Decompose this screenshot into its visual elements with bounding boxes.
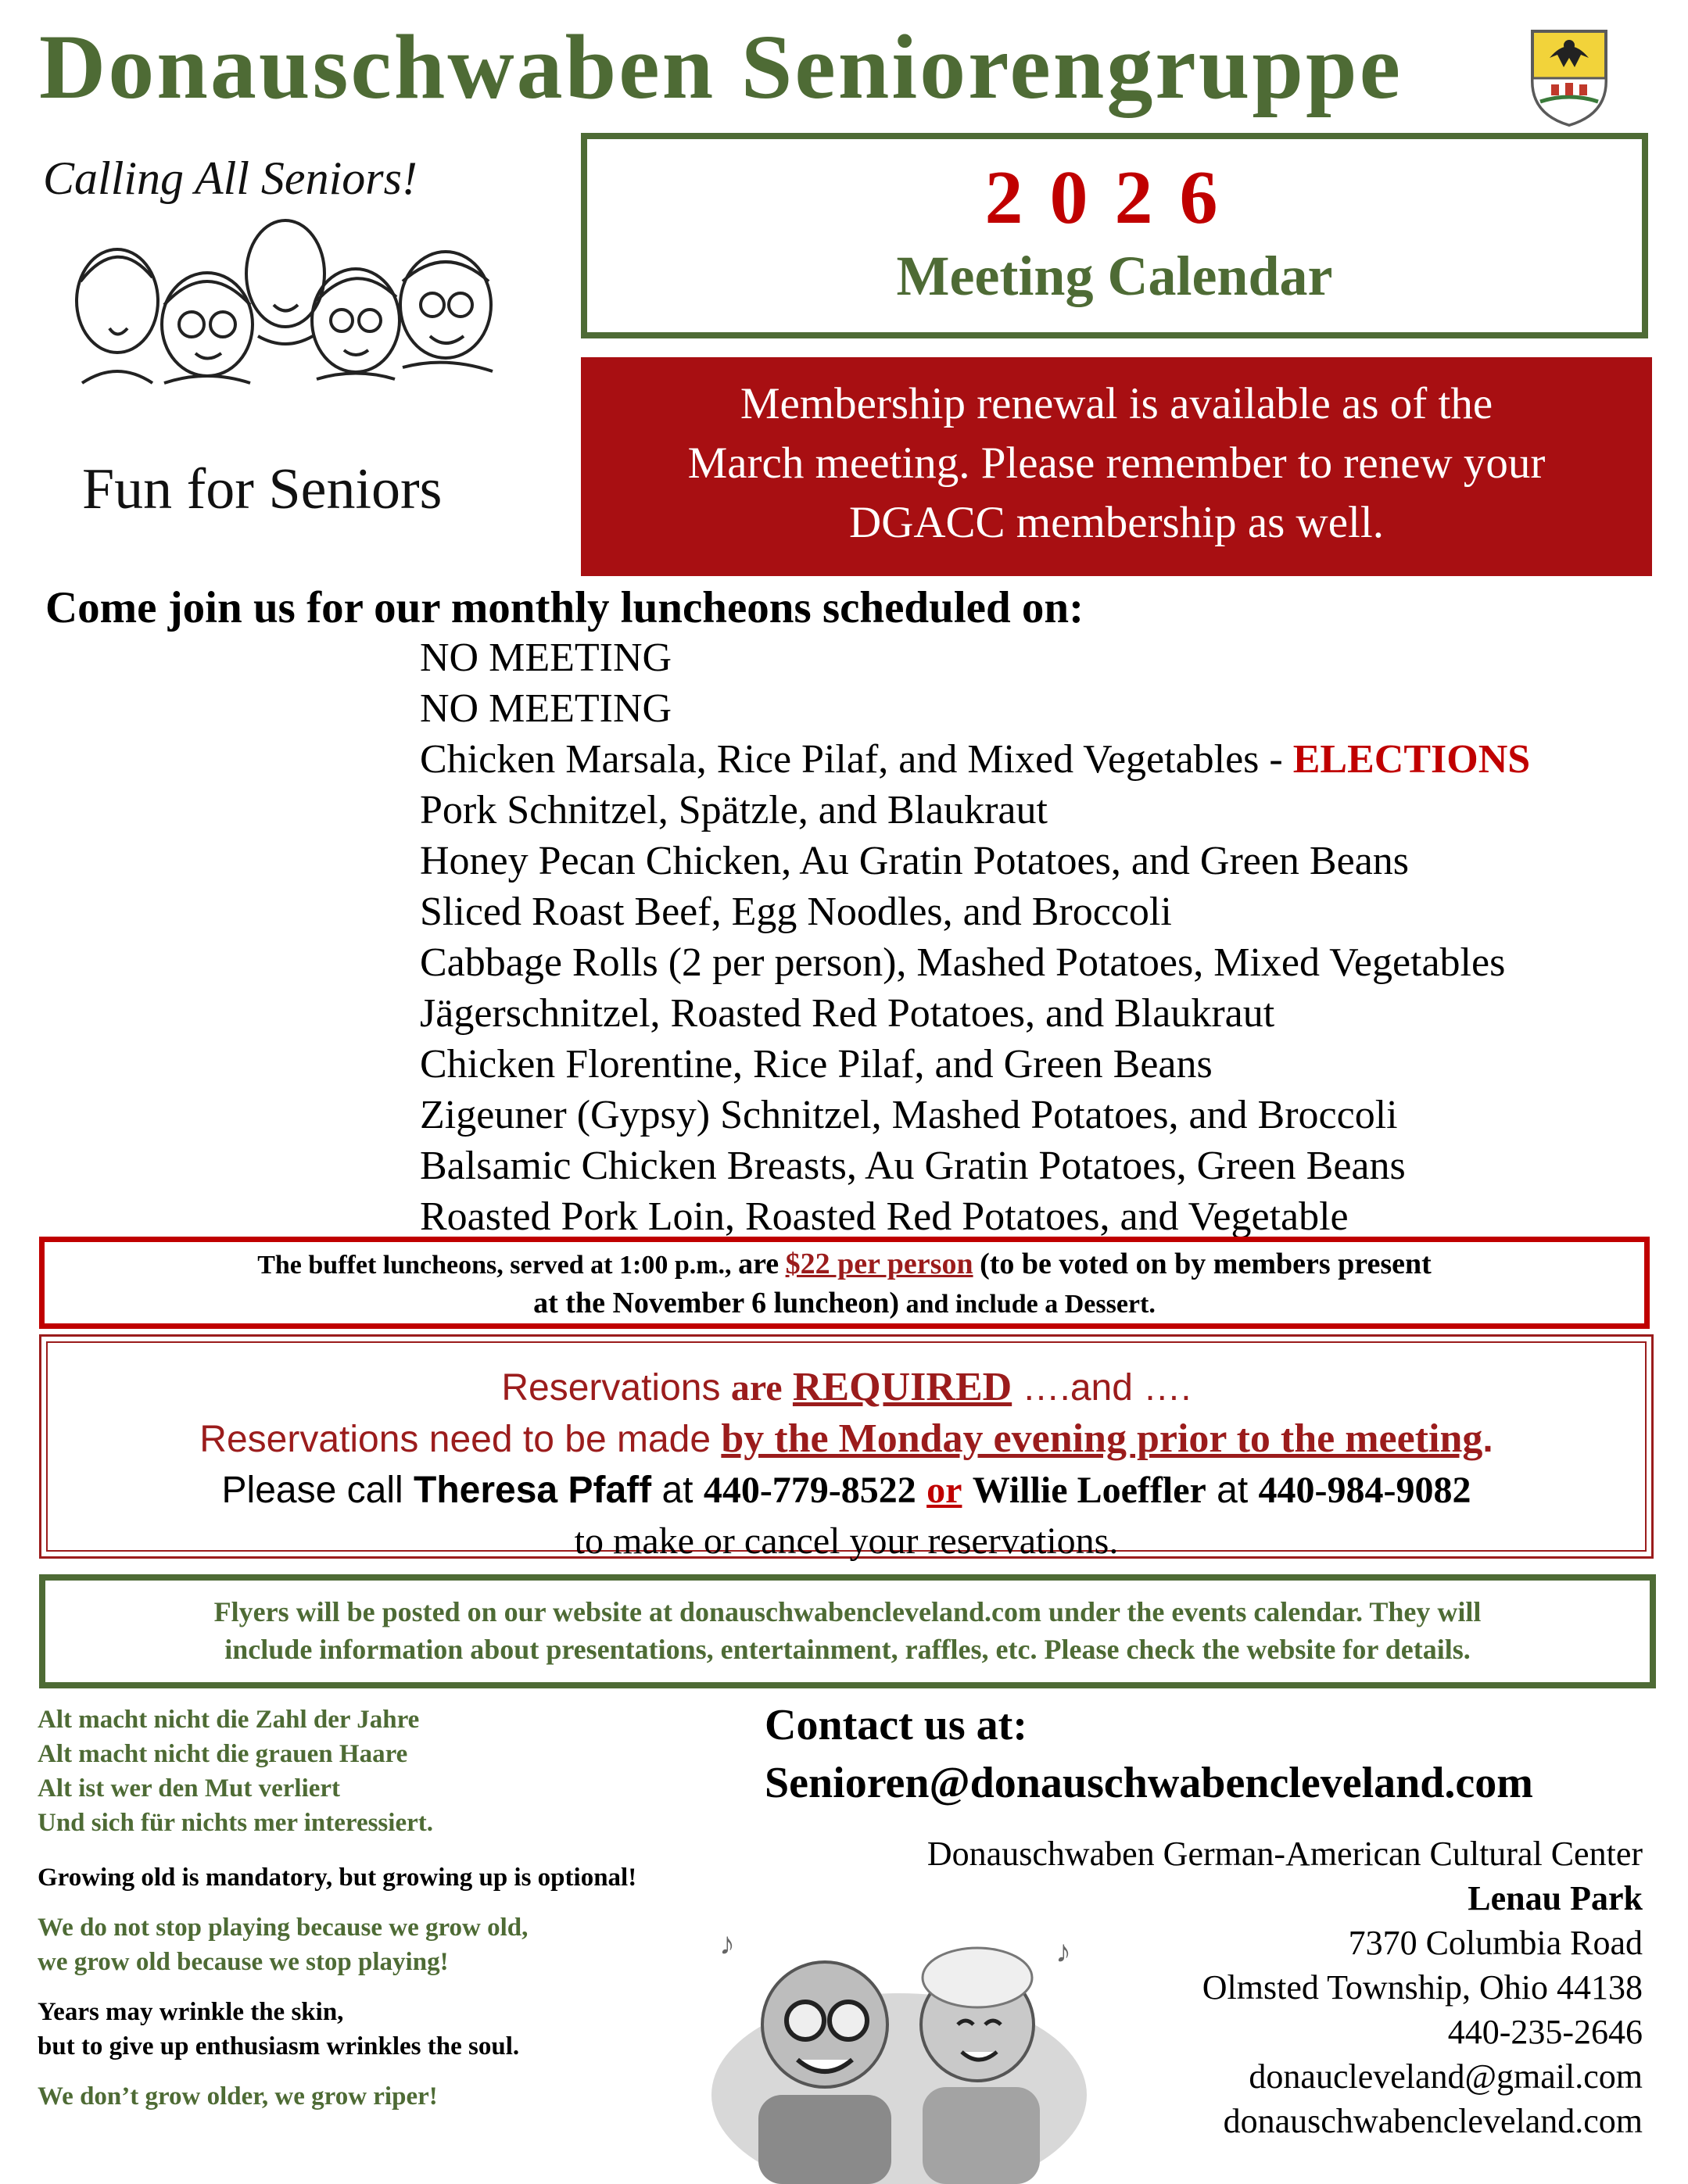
city-address: Olmsted Township, Ohio 44138: [1202, 1968, 1643, 2007]
org-name: Donauschwaben German-American Cultural Center: [926, 1835, 1643, 1873]
address-block: [783, 1831, 1643, 2143]
buffet-price: $22 per person: [785, 1248, 973, 1280]
schedule-menu: Chicken Florentine, Rice Pilaf, and Green Beans: [420, 1042, 1213, 1087]
membership-renewal-notice: [581, 357, 1652, 576]
org-email-link[interactable]: donaucleveland@gmail.com: [1249, 2057, 1643, 2096]
contact-name: Willie Loeffler: [972, 1470, 1206, 1511]
svg-text:♪: ♪: [719, 1926, 735, 1961]
reservations-deadline: by the Monday evening prior to the meeting: [721, 1416, 1483, 1461]
calendar-subtitle: Meeting Calendar: [896, 245, 1333, 307]
flyers-notice: [39, 1574, 1656, 1688]
poem-line: Und sich für nichts mer interessiert.: [38, 1809, 433, 1837]
contact-label: Contact us at:: [765, 1701, 1027, 1749]
reservations-text: Reservations need to be made: [199, 1419, 722, 1460]
luncheon-intro: Come join us for our monthly luncheons scheduled on:: [45, 583, 1084, 632]
schedule-menu: Jägerschnitzel, Roasted Red Potatoes, and Blaukraut: [420, 991, 1275, 1036]
reservations-required: REQUIRED: [792, 1365, 1012, 1409]
quote: We don’t grow older, we grow riper!: [38, 2082, 438, 2111]
reservations-notice: [39, 1334, 1654, 1562]
contact-name: Theresa Pfaff: [414, 1470, 652, 1511]
buffet-text: and include a Dessert.: [905, 1290, 1156, 1319]
contact-phone: 440-984-9082: [1258, 1470, 1471, 1511]
reservations-text: at: [651, 1470, 704, 1511]
contact-phone: 440-779-8522: [703, 1470, 916, 1511]
poem-line: Alt macht nicht die Zahl der Jahre: [38, 1706, 420, 1734]
reservations-text: at: [1206, 1470, 1259, 1511]
quote-line: Years may wrinkle the skin,: [38, 1998, 344, 2026]
art-top-caption: Calling All Seniors!: [43, 152, 418, 204]
renewal-line: DGACC membership as well.: [849, 498, 1384, 547]
schedule-menu: Zigeuner (Gypsy) Schnitzel, Mashed Potatoes, and Broccoli: [420, 1093, 1398, 1137]
buffet-text: are: [738, 1248, 779, 1280]
renewal-line: March meeting. Please remember to renew your: [687, 439, 1546, 488]
flyers-line: Flyers will be posted on our website at donauschwabencleveland.com under the events calendar. They will: [213, 1596, 1482, 1627]
reservations-or: or: [926, 1470, 962, 1511]
quote: [38, 1995, 757, 2064]
reservations-line-3: [48, 1465, 1645, 1516]
poem-line: Alt macht nicht die grauen Haare: [38, 1740, 408, 1768]
schedule-menu: Sliced Roast Beef, Egg Noodles, and Broccoli: [420, 890, 1172, 934]
reservations-text: ….and ….: [1012, 1367, 1192, 1409]
buffet-pricing-notice: [39, 1237, 1650, 1329]
reservations-line-1: [48, 1362, 1645, 1413]
calendar-year: 2026: [984, 156, 1245, 240]
reservations-text: .: [1482, 1419, 1493, 1460]
buffet-text: The buffet luncheons, served at 1:00 p.m.,: [257, 1251, 739, 1280]
schedule-menu: NO MEETING: [420, 686, 672, 731]
org-phone: 440-235-2646: [1447, 2013, 1643, 2051]
contact-email-link[interactable]: Senioren@donauschwabencleveland.com: [765, 1759, 1533, 1807]
reservations-line-4: to make or cancel your reservations.: [574, 1520, 1119, 1562]
schedule-menu: Balsamic Chicken Breasts, Au Gratin Potatoes, Green Beans: [420, 1144, 1406, 1188]
schedule-menu-with-note: [420, 736, 1530, 782]
art-bottom-caption: Fun for Seniors: [82, 457, 443, 521]
quote-line: but to give up enthusiasm wrinkles the soul.: [38, 2032, 520, 2060]
schedule-menu: Cabbage Rolls (2 per person), Mashed Potatoes, Mixed Vegetables: [420, 940, 1506, 985]
buffet-text: (to be voted on by members present: [980, 1248, 1432, 1280]
page-title: Donauschwaben Seniorengruppe: [39, 16, 1403, 118]
park-name: Lenau Park: [1468, 1879, 1643, 1917]
flyers-line: include information about presentations, entertainment, raffles, etc. Please check the website for details.: [224, 1634, 1471, 1665]
schedule-menu: Honey Pecan Chicken, Au Gratin Potatoes, and Green Beans: [420, 839, 1410, 883]
renewal-line: Membership renewal is available as of the: [740, 379, 1493, 428]
org-website-link[interactable]: donauschwabencleveland.com: [1223, 2102, 1643, 2140]
buffet-text: at the November 6 luncheon): [533, 1287, 900, 1319]
schedule-menu: Chicken Marsala, Rice Pilaf, and Mixed Vegetables -: [420, 737, 1293, 782]
quotes-section: [38, 1702, 757, 2114]
schedule-menu: Pork Schnitzel, Spätzle, and Blaukraut: [420, 788, 1048, 832]
schedule-menu: NO MEETING: [420, 636, 672, 680]
reservations-text: are: [730, 1367, 783, 1409]
street-address: 7370 Columbia Road: [1348, 1924, 1643, 1962]
quote-line: we grow old because we stop playing!: [38, 1948, 449, 1976]
reservations-inner-frame: [46, 1341, 1647, 1562]
elections-note: ELECTIONS: [1292, 737, 1531, 782]
reservations-line-2: [48, 1413, 1645, 1465]
svg-text:♪: ♪: [1055, 1934, 1071, 1969]
seniors-cartoon-illustration: [35, 149, 543, 539]
schedule-menu: Roasted Pork Loin, Roasted Red Potatoes, and Vegetable: [420, 1194, 1349, 1239]
meeting-calendar-banner: [581, 133, 1648, 338]
reservations-text: Reservations: [501, 1367, 731, 1409]
german-poem: [38, 1702, 757, 1840]
quote: [38, 1910, 757, 1979]
contact-block: [765, 1696, 1533, 1812]
reservations-text: Please call: [221, 1470, 414, 1511]
coat-of-arms-icon: [1526, 27, 1612, 128]
quote-line: We do not stop playing because we grow old,: [38, 1914, 529, 1942]
poem-line: Alt ist wer den Mut verliert: [38, 1774, 341, 1803]
quote: Growing old is mandatory, but growing up is optional!: [38, 1864, 637, 1892]
